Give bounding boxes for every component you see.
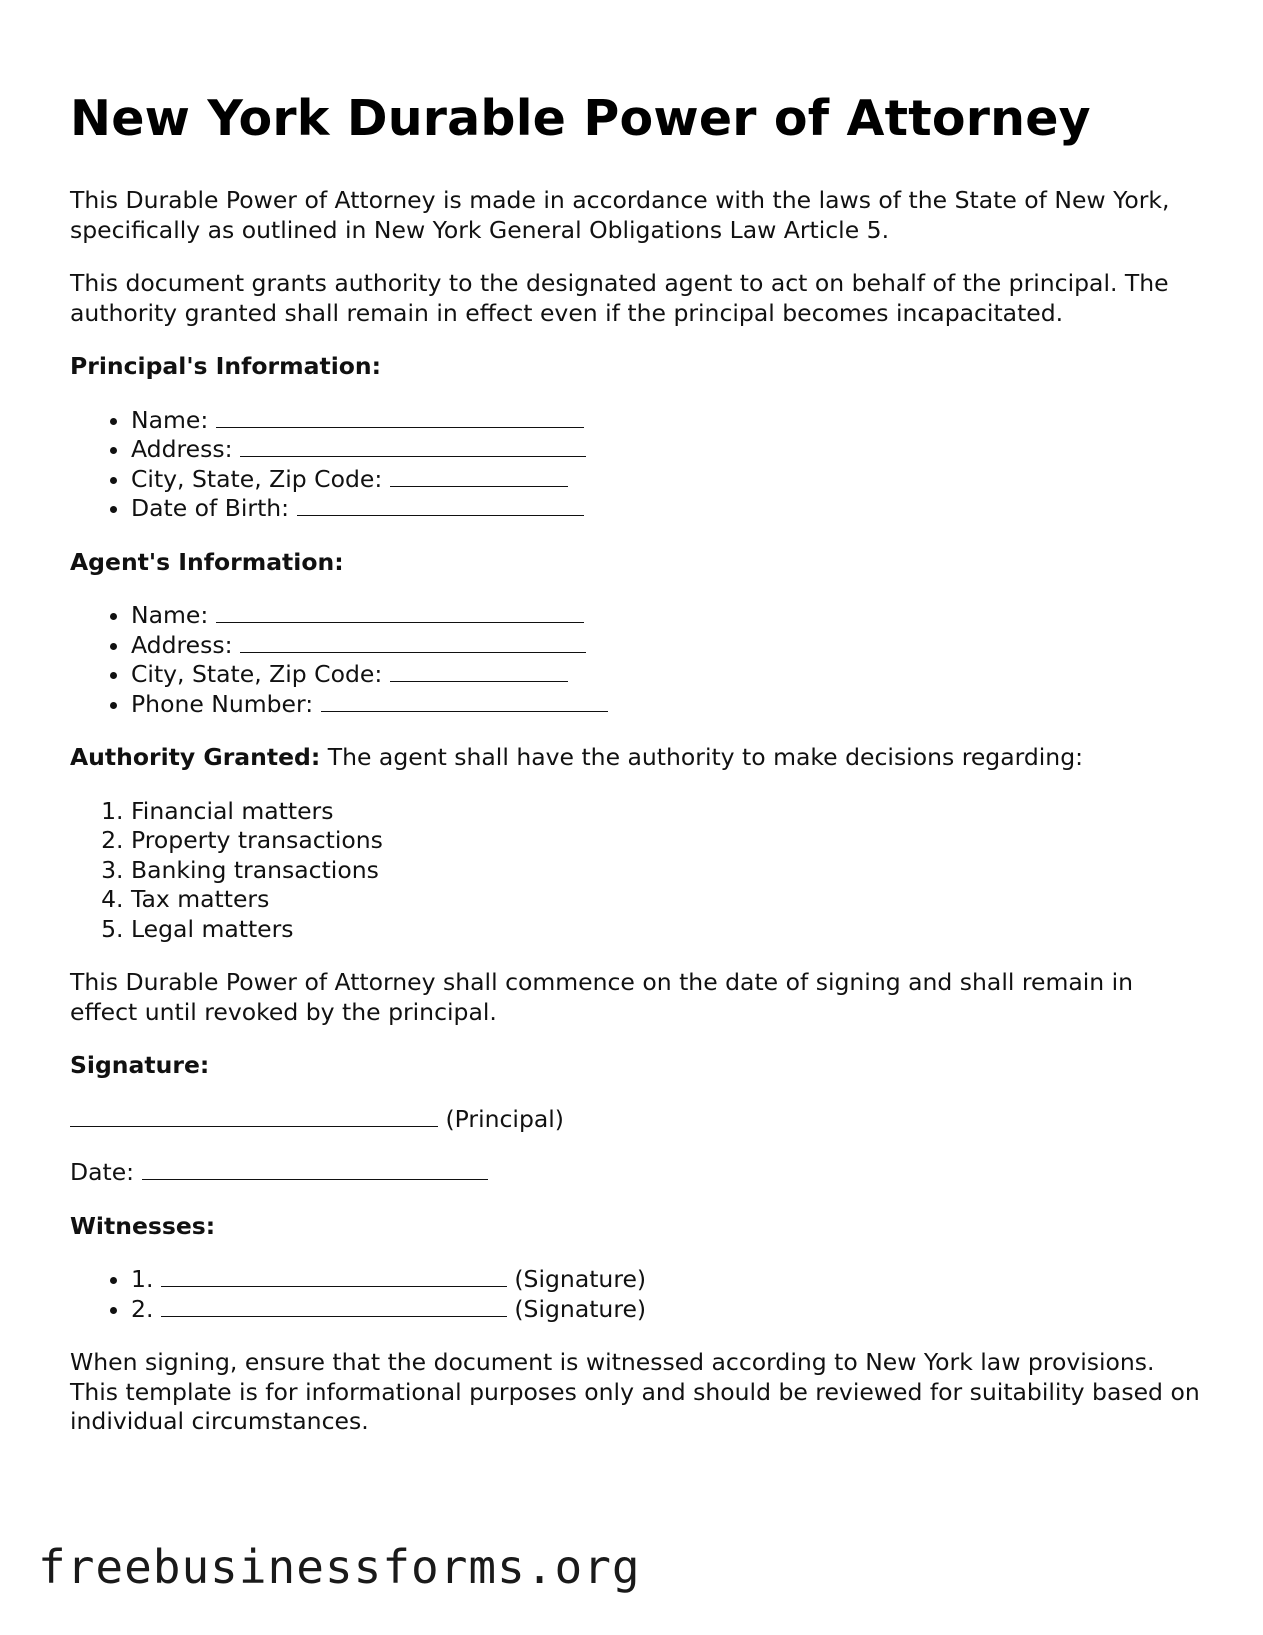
principal-city-blank[interactable] (390, 466, 568, 487)
witnesses-heading: Witnesses: (70, 1211, 216, 1240)
agent-phone-blank[interactable] (321, 691, 608, 712)
page-title: New York Durable Power of Attorney (70, 90, 1091, 147)
field-label: City, State, Zip Code: (131, 660, 383, 688)
agent-name-blank[interactable] (216, 602, 584, 623)
field-label: Name: (131, 601, 209, 629)
witness-number: 1. (131, 1265, 154, 1293)
date-blank[interactable] (142, 1159, 488, 1180)
principal-dob-blank[interactable] (297, 495, 584, 516)
field-label: Phone Number: (131, 689, 314, 718)
agent-address-blank[interactable] (240, 632, 586, 653)
witness-number: 2. (131, 1294, 154, 1323)
authority-item: 4. Tax matters (131, 885, 1200, 915)
date-label: Date: (70, 1158, 135, 1186)
principal-signature-line (70, 1105, 1200, 1135)
field-label: Address: (131, 435, 233, 463)
agent-address-item (131, 631, 1200, 661)
signature-heading: Signature: (70, 1051, 210, 1079)
witness-item (131, 1295, 1200, 1325)
witness-1-signature-blank[interactable] (161, 1266, 507, 1287)
principal-fields (70, 406, 1200, 524)
authority-list (70, 797, 1200, 945)
agent-city-item (131, 660, 1200, 690)
principal-signature-blank[interactable] (70, 1106, 438, 1127)
agent-fields (70, 601, 1200, 719)
closing-paragraph: When signing, ensure that the document is witnessed according to New York law provisions. This template is for informational purposes only and should be reviewed for suitability based on individual circumstances. (70, 1348, 1200, 1435)
document-page (70, 86, 1200, 1461)
intro-paragraph-2: This document grants authority to the designated agent to act on behalf of the principal. The authority granted shall remain in effect even if the principal becomes incapacitated. (70, 269, 1169, 327)
principal-city-item (131, 465, 1200, 495)
authority-item: 1. Financial matters (131, 797, 1200, 827)
principal-address-item (131, 435, 1200, 465)
witness-signature-label: (Signature) (514, 1265, 647, 1293)
authority-text: The agent shall have the authority to make decisions regarding: (320, 743, 1084, 771)
principal-heading: Principal's Information: (70, 352, 382, 380)
field-label: Address: (131, 630, 233, 659)
agent-name-item (131, 601, 1200, 631)
field-label: Name: (131, 405, 209, 434)
principal-signature-label: (Principal) (445, 1104, 564, 1133)
watermark: freebusinessforms.org (38, 1540, 641, 1594)
principal-dob-item (131, 494, 1200, 524)
field-label: City, State, Zip Code: (131, 464, 383, 493)
agent-phone-item (131, 690, 1200, 720)
witness-2-signature-blank[interactable] (161, 1296, 507, 1317)
witness-list (70, 1265, 1200, 1324)
authority-item: 2. Property transactions (131, 826, 1200, 856)
authority-item: 5. Legal matters (131, 915, 1200, 945)
field-label: Date of Birth: (131, 494, 290, 522)
agent-city-blank[interactable] (390, 661, 568, 682)
commence-paragraph: This Durable Power of Attorney shall commence on the date of signing and shall remain in effect until revoked by the principal. (70, 968, 1134, 1026)
authority-heading: Authority Granted: (70, 743, 321, 771)
witness-signature-label: (Signature) (514, 1294, 647, 1323)
witness-item (131, 1265, 1200, 1295)
authority-paragraph (70, 743, 1200, 773)
agent-heading: Agent's Information: (70, 547, 344, 576)
date-line (70, 1158, 1200, 1188)
intro-paragraph-1: This Durable Power of Attorney is made in accordance with the laws of the State of New York, specifically as outlined in New York General Obligations Law Article 5. (70, 186, 1170, 244)
principal-name-item (131, 406, 1200, 436)
authority-item: 3. Banking transactions (131, 856, 1200, 886)
principal-name-blank[interactable] (216, 407, 584, 428)
principal-address-blank[interactable] (240, 436, 586, 457)
